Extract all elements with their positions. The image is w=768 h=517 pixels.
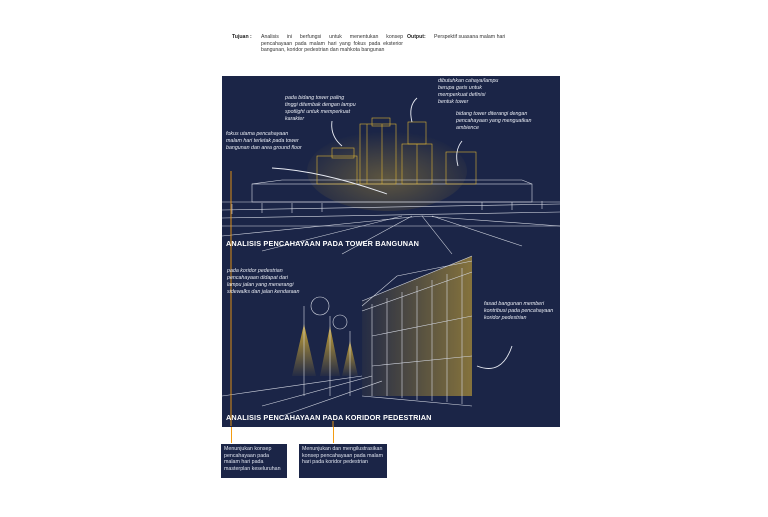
output-label: Output: bbox=[407, 34, 426, 40]
corridor-section-title: ANALISIS PENCAHAYAAN PADA KORIDOR PEDESTRIAN bbox=[226, 413, 432, 422]
note-ambience: bidang tower diterangi dengan pencahayaan yang menguatkan ambience bbox=[456, 111, 532, 131]
orange-arrow-right bbox=[333, 427, 334, 443]
orange-arrow-left bbox=[231, 427, 232, 443]
note-crown-grid: dibutuhkan cahaya/lampu berupa garis untuk memperkuat definisi bentuk tower bbox=[438, 78, 499, 105]
box-corridor: Menunjukan dan mengilustrasikan konsep pencahayaan pada malam hari pada koridor pedestrian bbox=[299, 444, 387, 478]
note-street-lamps: pada koridor pedestrian pencahayaan didapat dari lampu jalan yang menerangi sidewalks dan jalan kendaraan bbox=[227, 268, 300, 295]
box-masterplan: Menunjukan konsep pencahayaan pada malam hari pada masterplan keseluruhan bbox=[221, 444, 287, 478]
tujuan-label: Tujuan : bbox=[232, 34, 252, 40]
tower-section-title: ANALISIS PENCAHAYAAN PADA TOWER BANGUNAN bbox=[226, 239, 420, 248]
note-top-tower: pada bidang tower paling tinggi ditembak dengan lampu spotlight untuk memperkuat karakter bbox=[285, 95, 356, 122]
analysis-board bbox=[222, 76, 560, 427]
note-ground-focus: fokus utama pencahayaan malam hari terletak pada tower bangunan dan area ground floor bbox=[226, 131, 302, 151]
tujuan-text: Analisis ini berfungsi untuk menentukan konsep pencahayaan pada malam hari yang fokus pada eksterior bangunan, koridor pedestrian dan mahkota bangunan bbox=[261, 34, 403, 54]
note-facade: fasad bangunan memberi kontribusi pada pencahayaan koridor pedestrian bbox=[484, 301, 554, 321]
output-text: Perspektif suasana malam hari bbox=[434, 34, 506, 40]
